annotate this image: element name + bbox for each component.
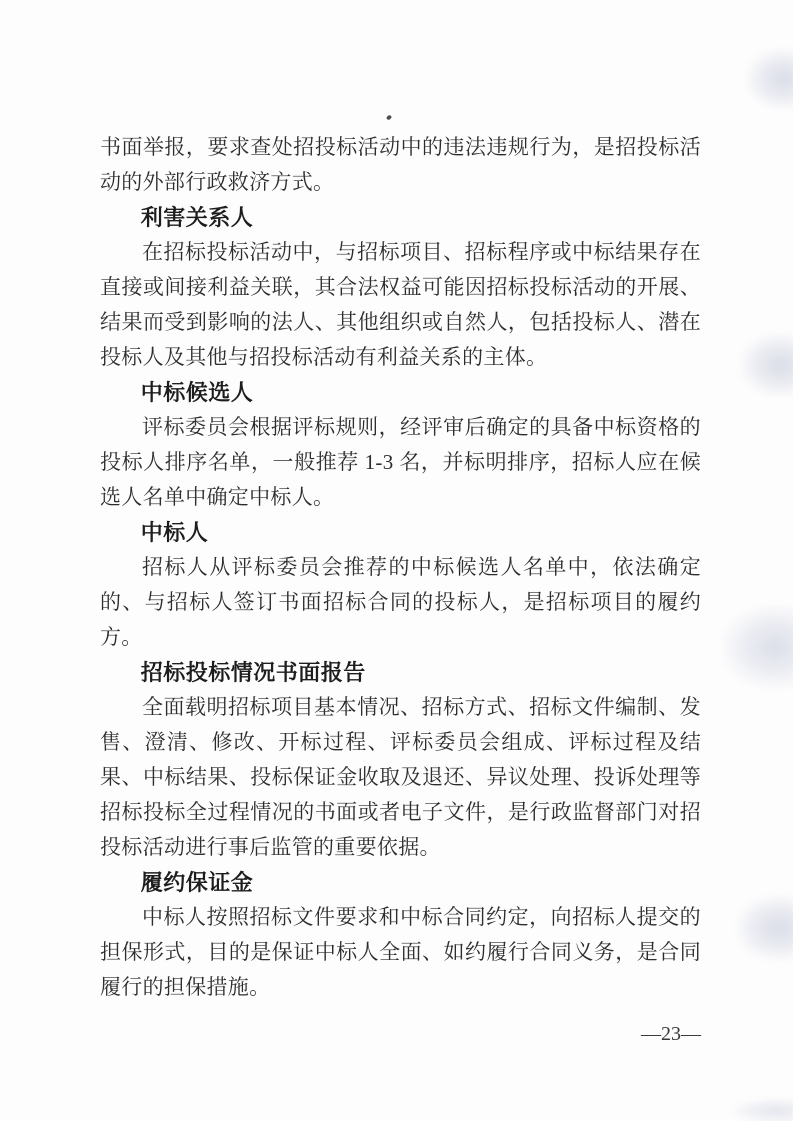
ink-speck: [386, 114, 392, 120]
continuation-paragraph: 书面举报，要求查处招投标活动中的违法违规行为，是招投标活动的外部行政救济方式。: [100, 135, 701, 194]
definition-paragraph: 全面载明招标项目基本情况、招标方式、招标文件编制、发售、澄清、修改、开标过程、评标委员会组成、评标过程及结果、中标结果、投标保证金收取及退还、异议处理、投诉处理等招标投标全过程情况的书面或者电子文件，是行政监督部门对招投标活动进行事后监管的重要依据。: [100, 695, 701, 859]
definition-paragraph: 在招标投标活动中，与招标项目、招标程序或中标结果存在直接或间接利益关联，其合法权益可能因招标投标活动的开展、结果而受到影响的法人、其他组织或自然人，包括投标人、潜在投标人及其他与招投标活动有利益关系的主体。: [100, 240, 701, 369]
definition-paragraph: 评标委员会根据评标规则，经评审后确定的具备中标资格的投标人排序名单，一般推荐 1-3 名，并标明排序，招标人应在候选人名单中确定中标人。: [100, 415, 701, 509]
definition-paragraph: 中标人按照招标文件要求和中标合同约定，向招标人提交的担保形式，目的是保证中标人全面、如约履行合同义务，是合同履行的担保措施。: [100, 905, 701, 999]
term-heading-written-report: 招标投标情况书面报告: [140, 660, 366, 685]
scan-smudge: [740, 333, 793, 397]
scan-smudge: [732, 1098, 793, 1121]
page-number: —23—: [641, 1023, 701, 1045]
definition-paragraph: 招标人从评标委员会推荐的中标候选人名单中，依法确定的、与招标人签订书面招标合同的投标人，是招标项目的履约方。: [100, 555, 701, 649]
term-heading-winning-candidate: 中标候选人: [140, 380, 254, 405]
scan-smudge: [746, 48, 793, 110]
term-heading-stakeholder: 利害关系人: [140, 205, 254, 230]
scan-smudge: [722, 605, 793, 689]
term-heading-performance-bond: 履约保证金: [140, 870, 254, 895]
term-heading-winning-bidder: 中标人: [140, 520, 209, 545]
scan-smudge: [736, 895, 793, 961]
document-body: [100, 130, 701, 1005]
